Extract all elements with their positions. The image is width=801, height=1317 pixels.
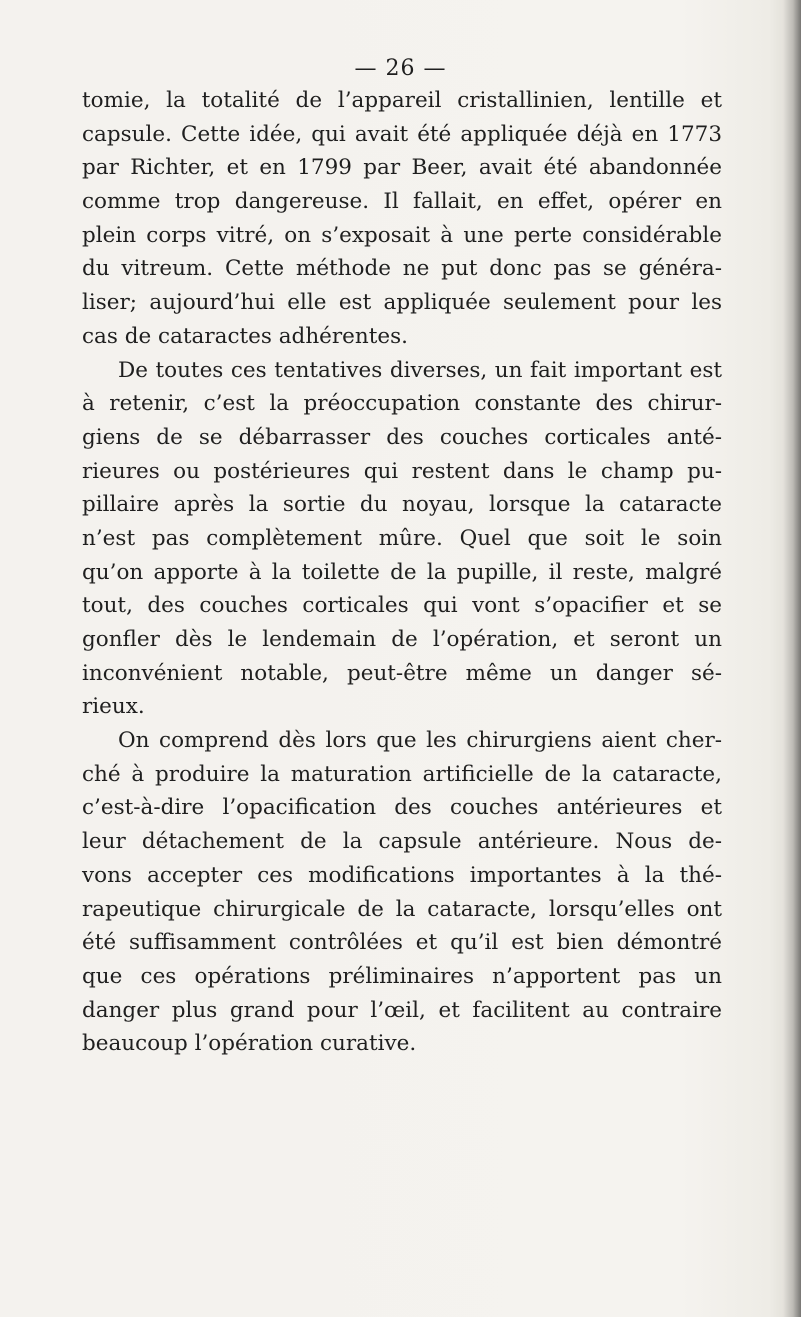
text-line: giens de se débarrasser des couches corticales anté- (82, 424, 722, 450)
text-line: On comprend dès lors que les chirurgiens aient cher- (118, 728, 722, 754)
text-line: tout, des couches corticales qui vont s’opacifier et se (82, 593, 722, 619)
text-line: gonfler dès le lendemain de l’opération, et seront un (82, 627, 722, 652)
text-line: été suffisamment contrôlées et qu’il est bien démontré (82, 930, 722, 956)
text-line: danger plus grand pour l’œil, et facilitent au contraire (82, 997, 722, 1023)
text-line: par Richter, et en 1799 par Beer, avait été abandonnée (82, 155, 722, 181)
text-line: que ces opérations préliminaires n’apportent pas un (82, 963, 722, 989)
text-line: comme trop dangereuse. Il fallait, en effet, opérer en (82, 189, 722, 215)
text-line: beaucoup l’opération curative. (82, 1031, 417, 1057)
text-line: n’est pas complètement mûre. Quel que soit le soin (82, 525, 722, 551)
text-line: du vitreum. Cette méthode ne put donc pas se généra- (82, 256, 722, 282)
text-line: rieux. (82, 694, 145, 720)
text-line: cas de cataractes adhérentes. (82, 323, 408, 349)
text-line: rapeutique chirurgicale de la cataracte, lorsqu’elles ont (82, 896, 722, 922)
text-line: capsule. Cette idée, qui avait été appliquée déjà en 1773 (82, 121, 722, 147)
text-line: tomie, la totalité de l’appareil cristallinien, lentille et (82, 88, 722, 113)
text-line: c’est-à-dire l’opacification des couches antérieures et (82, 795, 722, 821)
text-line: pillaire après la sortie du noyau, lorsque la cataracte (82, 492, 722, 518)
text-line: leur détachement de la capsule antérieure. Nous de- (82, 829, 722, 855)
text-line: plein corps vitré, on s’exposait à une perte considérable (82, 222, 722, 248)
text-line: inconvénient notable, peut-être même un danger sé- (82, 660, 722, 686)
page-number: — 26 — (354, 56, 447, 81)
text-line: à retenir, c’est la préoccupation constante des chirur- (82, 391, 722, 417)
text-line: rieures ou postérieures qui restent dans le champ pu- (82, 458, 722, 484)
text-line: liser; aujourd’hui elle est appliquée seulement pour les (82, 290, 722, 316)
text-line: qu’on apporte à la toilette de la pupille, il reste, malgré (82, 559, 722, 585)
text-line: ché à produire la maturation artificielle de la cataracte, (82, 761, 722, 787)
body-text (82, 84, 722, 1061)
text-line: De toutes ces tentatives diverses, un fait important est (118, 357, 722, 383)
text-line: vons accepter ces modifications importantes à la thé- (82, 862, 722, 888)
page-edge-shadow (783, 0, 801, 1317)
